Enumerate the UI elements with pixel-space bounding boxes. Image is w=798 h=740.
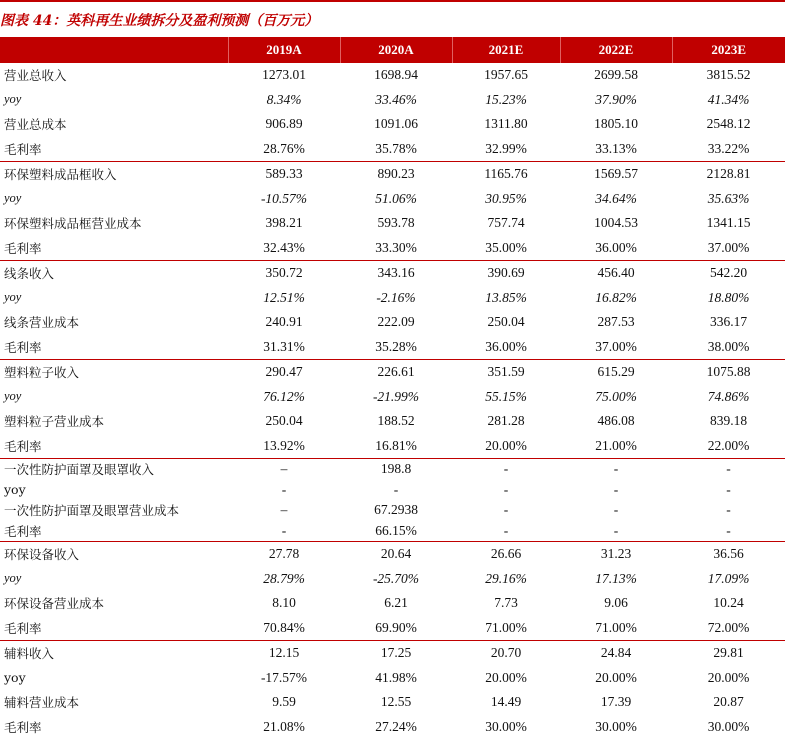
cell-value: 27.78 (228, 542, 340, 567)
cell-value: 20.70 (452, 641, 560, 666)
cell-value: 240.91 (265, 314, 303, 330)
cell-value: 456.40 (560, 261, 672, 286)
cell-value: -2.16% (376, 289, 416, 305)
table-row (0, 459, 785, 480)
table-row (0, 162, 785, 187)
cell-value: 287.53 (597, 314, 635, 330)
table-row (0, 409, 785, 434)
cell-value: 486.08 (597, 413, 635, 429)
cell-value: 16.82% (595, 289, 637, 305)
cell-value: 351.59 (452, 360, 560, 385)
cell-value: 17.25 (340, 641, 452, 666)
row-label: yoy (4, 290, 22, 305)
row-label: 辅料营业成本 (4, 695, 80, 711)
cell-value: 71.00% (595, 619, 637, 635)
row-label: 毛利率 (4, 339, 42, 355)
cell-value: 17.13% (595, 570, 637, 586)
cell-value: 20.64 (340, 542, 452, 567)
cell-value: 2699.58 (594, 67, 638, 83)
table-row (0, 261, 785, 286)
cell-value: - (613, 481, 619, 497)
cell-value: -17.57% (260, 669, 308, 685)
cell-value: 74.86% (707, 388, 750, 404)
cell-value: 12.51% (263, 289, 305, 305)
cell-value: 1075.88 (672, 360, 785, 385)
cell-value: 1957.65 (484, 67, 528, 83)
row-label: 一次性防护面罩及眼罩营业成本 (4, 503, 180, 519)
cell-value: 75.00% (595, 388, 637, 404)
row-label: 营业总成本 (4, 117, 67, 133)
cell-value: 20.00% (485, 669, 527, 685)
cell-value: - (281, 522, 287, 538)
cell-value: 8.10 (272, 595, 296, 611)
table-row (0, 137, 785, 162)
row-label: 毛利率 (4, 240, 42, 256)
table-row (0, 211, 785, 236)
row-label: yoy (4, 191, 22, 206)
row-label: yoy (4, 571, 22, 586)
cell-value: 757.74 (487, 215, 525, 231)
cell-value: 20.00% (485, 437, 527, 453)
cell-value: 1091.06 (374, 116, 418, 132)
cell-value: 31.31% (263, 338, 305, 354)
cell-value: 6.21 (384, 595, 408, 611)
cell-value: 67.2938 (374, 502, 418, 518)
cell-value: 27.24% (375, 718, 417, 734)
cell-value: 3815.52 (706, 67, 751, 83)
cell-value: 55.15% (485, 388, 527, 404)
column-header: 2020A (340, 37, 452, 63)
cell-value: 24.84 (560, 641, 672, 666)
table-row (0, 591, 785, 616)
cell-value: 20.87 (713, 694, 744, 710)
cell-value: 13.92% (263, 437, 305, 453)
table-row (0, 434, 785, 459)
cell-value: 30.95% (485, 190, 527, 206)
cell-value: 336.17 (709, 314, 748, 330)
row-label: 毛利率 (4, 438, 42, 454)
cell-value: 398.21 (265, 215, 303, 231)
cell-value: - (452, 459, 560, 480)
cell-value: 20.00% (707, 669, 750, 685)
cell-value: 1569.57 (560, 162, 672, 187)
cell-value: 615.29 (560, 360, 672, 385)
row-label: yoy (4, 670, 26, 686)
cell-value: 21.08% (263, 718, 305, 734)
cell-value: - (503, 481, 509, 497)
cell-value: 37.90% (595, 91, 637, 107)
cell-value: 28.79% (263, 570, 305, 586)
cell-value: 41.34% (707, 91, 750, 107)
cell-value: 7.73 (494, 595, 518, 611)
table-row (0, 521, 785, 542)
table-row (0, 666, 785, 691)
cell-value: 36.00% (485, 338, 527, 354)
table-row (0, 616, 785, 641)
cell-value: 22.00% (707, 437, 750, 453)
cell-value: 226.61 (340, 360, 452, 385)
cell-value: – (228, 459, 340, 480)
cell-value: 198.8 (340, 459, 452, 480)
cell-value: 15.23% (485, 91, 527, 107)
cell-value: 8.34% (266, 91, 302, 107)
financial-table (0, 37, 785, 739)
cell-value: 250.04 (265, 413, 303, 429)
cell-value: 66.15% (375, 522, 417, 538)
cell-value: 1273.01 (262, 67, 306, 83)
row-label: 营业总收入 (4, 68, 67, 84)
column-header: 2021E (452, 37, 560, 63)
table-row (0, 542, 785, 567)
cell-value: -21.99% (372, 388, 420, 404)
row-label: yoy (4, 482, 26, 498)
table-row (0, 641, 785, 666)
cell-value: 1698.94 (374, 67, 418, 83)
cell-value: – (280, 502, 288, 518)
cell-value: 31.23 (560, 542, 672, 567)
table-row (0, 500, 785, 521)
cell-value: 33.30% (375, 239, 417, 255)
cell-value: - (726, 481, 731, 497)
row-label: 线条收入 (0, 261, 228, 286)
cell-value: - (503, 522, 509, 538)
table-row (0, 715, 785, 740)
cell-value: - (613, 522, 619, 538)
cell-value: 350.72 (228, 261, 340, 286)
cell-value: 70.84% (263, 619, 305, 635)
cell-value: 589.33 (228, 162, 340, 187)
cell-value: 33.46% (375, 91, 417, 107)
cell-value: 35.63% (707, 190, 750, 206)
table-row (0, 310, 785, 335)
table-row (0, 88, 785, 113)
cell-value: - (613, 502, 619, 518)
cell-value: - (393, 481, 399, 497)
cell-value: 542.20 (672, 261, 785, 286)
row-label: 塑料粒子营业成本 (4, 414, 105, 430)
cell-value: 839.18 (709, 413, 748, 429)
cell-value: 36.00% (595, 239, 637, 255)
cell-value: 21.00% (595, 437, 637, 453)
cell-value: -25.70% (372, 570, 420, 586)
cell-value: 290.47 (228, 360, 340, 385)
cell-value: 593.78 (377, 215, 415, 231)
row-label: 辅料收入 (0, 641, 228, 666)
cell-value: 10.24 (713, 595, 744, 611)
cell-value: 18.80% (707, 289, 750, 305)
cell-value: - (560, 459, 672, 480)
cell-value: 9.06 (604, 595, 628, 611)
cell-value: 890.23 (340, 162, 452, 187)
cell-value: 1805.10 (594, 116, 638, 132)
cell-value: 51.06% (375, 190, 417, 206)
cell-value: 32.99% (485, 140, 527, 156)
cell-value: 390.69 (452, 261, 560, 286)
row-label: 毛利率 (4, 141, 42, 157)
cell-value: 2128.81 (672, 162, 785, 187)
cell-value: - (503, 502, 509, 518)
table-row (0, 63, 785, 88)
cell-value: 1165.76 (452, 162, 560, 187)
column-header: 2019A (228, 37, 340, 63)
table-row (0, 385, 785, 410)
row-label: 线条营业成本 (4, 315, 80, 331)
cell-value: 12.15 (228, 641, 340, 666)
cell-value: - (726, 522, 731, 538)
cell-value: - (726, 502, 731, 518)
cell-value: 37.00% (707, 239, 750, 255)
figure-title: 图表 44：英科再生业绩拆分及盈利预测（百万元） (0, 13, 319, 29)
cell-value: 30.00% (485, 718, 527, 734)
cell-value: 30.00% (595, 718, 637, 734)
row-label: 环保塑料成品框营业成本 (4, 216, 142, 232)
cell-value: 28.76% (263, 140, 305, 156)
cell-value: 2548.12 (706, 116, 751, 132)
column-header: 2022E (560, 37, 672, 63)
cell-value: 34.64% (595, 190, 637, 206)
cell-value: 16.81% (375, 437, 417, 453)
cell-value: 222.09 (377, 314, 415, 330)
cell-value: 29.81 (672, 641, 785, 666)
cell-value: - (281, 481, 287, 497)
cell-value: 1004.53 (594, 215, 638, 231)
cell-value: 72.00% (707, 619, 750, 635)
cell-value: 13.85% (485, 289, 527, 305)
table-row (0, 690, 785, 715)
cell-value: 76.12% (263, 388, 305, 404)
cell-value: 35.78% (375, 140, 417, 156)
row-label: 一次性防护面罩及眼罩收入 (0, 459, 228, 480)
figure-title-bar (0, 0, 785, 36)
row-label: 环保塑料成品框收入 (0, 162, 228, 187)
cell-value: 41.98% (375, 669, 417, 685)
cell-value: 38.00% (707, 338, 750, 354)
table-header-row (0, 37, 785, 63)
cell-value: - (672, 459, 785, 480)
row-label: 毛利率 (4, 719, 42, 735)
table-row (0, 187, 785, 212)
cell-value: 14.49 (490, 694, 522, 710)
header-blank (0, 37, 228, 63)
cell-value: 36.56 (672, 542, 785, 567)
cell-value: 32.43% (263, 239, 305, 255)
cell-value: 20.00% (595, 669, 637, 685)
cell-value: 33.22% (707, 140, 750, 156)
cell-value: 9.59 (272, 694, 296, 710)
row-label: yoy (4, 92, 22, 107)
cell-value: 35.28% (375, 338, 417, 354)
table-row (0, 360, 785, 385)
table-row (0, 567, 785, 592)
cell-value: 17.39 (600, 694, 632, 710)
row-label: 环保设备营业成本 (4, 596, 105, 612)
cell-value: 71.00% (485, 619, 527, 635)
cell-value: 906.89 (265, 116, 303, 132)
cell-value: 1341.15 (706, 215, 751, 231)
cell-value: -10.57% (260, 190, 308, 206)
cell-value: 1311.80 (484, 116, 528, 132)
table-body (0, 63, 785, 739)
cell-value: 188.52 (377, 413, 415, 429)
cell-value: 69.90% (375, 619, 417, 635)
cell-value: 26.66 (452, 542, 560, 567)
cell-value: 17.09% (707, 570, 750, 586)
table-row (0, 480, 785, 501)
row-label: 毛利率 (4, 620, 42, 636)
cell-value: 281.28 (487, 413, 525, 429)
cell-value: 250.04 (487, 314, 525, 330)
cell-value: 29.16% (485, 570, 527, 586)
row-label: 环保设备收入 (0, 542, 228, 567)
cell-value: 30.00% (707, 718, 750, 734)
cell-value: 343.16 (340, 261, 452, 286)
cell-value: 35.00% (485, 239, 527, 255)
cell-value: 37.00% (595, 338, 637, 354)
table-row (0, 286, 785, 311)
row-label: 塑料粒子收入 (0, 360, 228, 385)
table-row (0, 335, 785, 360)
cell-value: 12.55 (380, 694, 412, 710)
cell-value: 33.13% (595, 140, 637, 156)
row-label: 毛利率 (4, 523, 42, 539)
column-header: 2023E (672, 37, 785, 63)
table-row (0, 112, 785, 137)
row-label: yoy (4, 389, 22, 404)
table-row (0, 236, 785, 261)
